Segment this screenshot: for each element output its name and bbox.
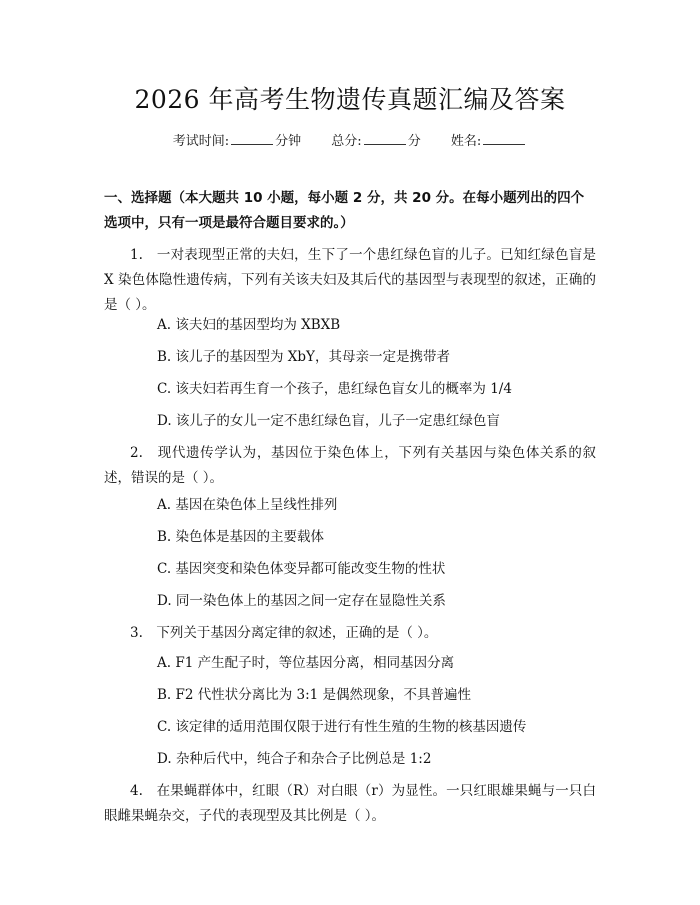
question-2-stem: 2. 现代遗传学认为，基因位于染色体上，下列有关基因与染色体关系的叙述，错误的是（ ）。 bbox=[104, 445, 596, 486]
score-unit: 分 bbox=[407, 134, 421, 149]
exam-info-row bbox=[0, 131, 700, 152]
question-3-option-c[interactable]: C. 该定律的适用范围仅限于进行有性生殖的生物的核基因遗传 bbox=[157, 719, 527, 735]
name-blank[interactable] bbox=[483, 131, 525, 145]
page-title: 2026 年高考生物遗传真题汇编及答案 bbox=[134, 85, 566, 114]
time-label: 考试时间: bbox=[172, 134, 230, 149]
question-3-option-d[interactable]: D. 杂种后代中，纯合子和杂合子比例总是 1:2 bbox=[157, 751, 432, 767]
question-2-option-d[interactable]: D. 同一染色体上的基因之间一定存在显隐性关系 bbox=[157, 593, 446, 609]
question-1-option-a[interactable]: A. 该夫妇的基因型均为 XBXB bbox=[157, 317, 341, 333]
score-blank[interactable] bbox=[364, 131, 406, 145]
score-field bbox=[331, 131, 420, 152]
section-heading: 一、选择题（本大题共 10 小题，每小题 2 分，共 20 分。在每小题列出的四个选项中，只有一项是最符合题目要求的。） bbox=[104, 190, 585, 231]
question-2-option-b[interactable]: B. 染色体是基因的主要载体 bbox=[157, 529, 325, 545]
time-blank[interactable] bbox=[231, 131, 273, 145]
question-1-option-d[interactable]: D. 该儿子的女儿一定不患红绿色盲，儿子一定患红绿色盲 bbox=[157, 413, 500, 429]
question-1-stem: 1. 一对表现型正常的夫妇，生下了一个患红绿色盲的儿子。已知红绿色盲是 X 染色体隐性遗传病，下列有关该夫妇及其后代的基因型与表现型的叙述，正确的是（ ）。 bbox=[104, 247, 596, 313]
question-3-option-a[interactable]: A. F1 产生配子时，等位基因分离，相同基因分离 bbox=[157, 655, 455, 671]
question-3-stem: 3. 下列关于基因分离定律的叙述，正确的是（ ）。 bbox=[130, 625, 438, 641]
score-label: 总分: bbox=[331, 134, 362, 149]
time-field bbox=[173, 131, 301, 152]
name-field bbox=[451, 131, 527, 152]
question-1-option-c[interactable]: C. 该夫妇若再生育一个孩子，患红绿色盲女儿的概率为 1/4 bbox=[157, 381, 512, 397]
name-label: 姓名: bbox=[450, 134, 482, 149]
question-3-option-b[interactable]: B. F2 代性状分离比为 3:1 是偶然现象，不具普遍性 bbox=[157, 687, 472, 703]
question-4-stem: 4. 在果蝇群体中，红眼（R）对白眼（r）为显性。一只红眼雄果蝇与一只白眼雌果蝇杂交，子代的表现型及其比例是（ ）。 bbox=[104, 783, 596, 824]
time-unit: 分钟 bbox=[275, 134, 302, 149]
question-2-option-c[interactable]: C. 基因突变和染色体变异都可能改变生物的性状 bbox=[157, 561, 446, 577]
question-1-option-b[interactable]: B. 该儿子的基因型为 XbY，其母亲一定是携带者 bbox=[157, 349, 450, 365]
question-2-option-a[interactable]: A. 基因在染色体上呈线性排列 bbox=[157, 497, 338, 513]
